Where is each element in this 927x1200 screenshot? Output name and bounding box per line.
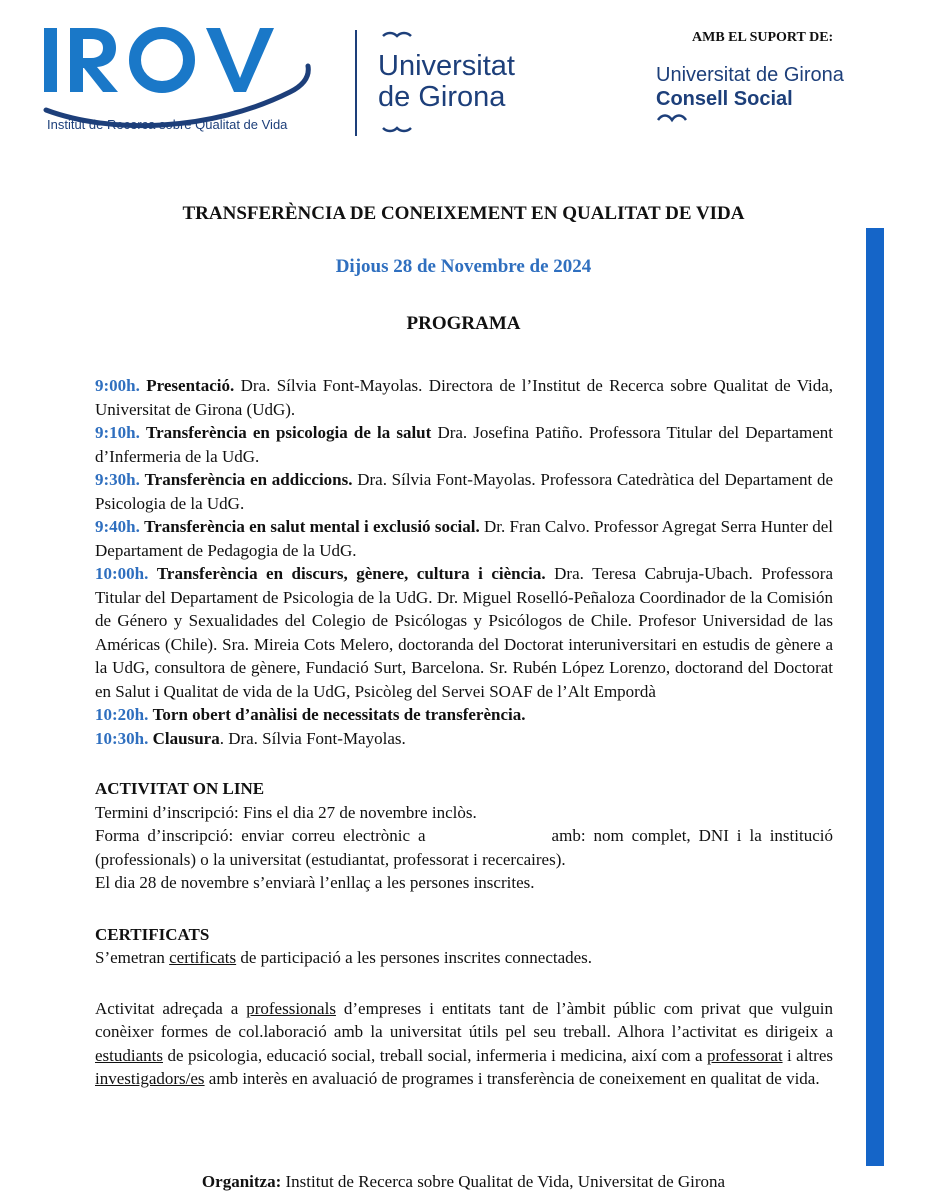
program-text: . Dra. Sílvia Font-Mayolas. (219, 728, 406, 748)
header (0, 0, 927, 150)
irqv-logo-i (44, 28, 57, 92)
program-time: 9:00h. (95, 376, 140, 395)
support-label: AMB EL SUPORT DE: (692, 30, 834, 45)
certificates-section (95, 923, 833, 970)
organizer-footer (0, 1172, 927, 1192)
registration-method (95, 824, 833, 871)
program-heading: PROGRAMA (406, 313, 521, 334)
students-link[interactable]: estudiants (95, 1045, 163, 1065)
consell-social-crest-icon (656, 112, 716, 130)
registration-deadline: Termini d’inscripció: Fins el dia 27 de novembre inclòs. (95, 802, 477, 822)
program-item (95, 727, 833, 751)
decorative-side-bar (866, 228, 884, 1166)
consell-social-line2: Consell Social (656, 88, 793, 110)
certificates-heading: CERTIFICATS (95, 924, 210, 944)
program-time: 10:00h. (95, 564, 149, 583)
program-item (95, 562, 833, 703)
audience-text-2: d’empreses i entitats tant de l’àmbit públic com privat que vulguin conèixer formes de col.laboració amb la universitat útils pel seu treball. Alhora l’activitat es dirigeix a (95, 998, 834, 1041)
page-title: TRANSFERÈNCIA DE CONEIXEMENT EN QUALITAT DE VIDA (182, 203, 745, 224)
professionals-link[interactable]: professionals (246, 998, 336, 1018)
program-text: Dra. Josefina Patiño. Professora Titular del Departament d’Infermeria de la UdG. (95, 423, 833, 466)
audience-text (95, 997, 833, 1091)
program-time: 9:30h. (95, 470, 140, 489)
irqv-logo-v (206, 28, 274, 92)
organizer-label: Organitza: (201, 1172, 282, 1191)
organizer-text: Institut de Recerca sobre Qualitat de Vida, Universitat de Girona (281, 1172, 726, 1191)
program-time: 9:10h. (95, 423, 140, 442)
audience-section (95, 997, 833, 1091)
program-list (95, 374, 833, 750)
header-divider (355, 30, 357, 136)
program-time: 10:20h. (95, 705, 149, 724)
program-title: Presentació. (146, 376, 235, 395)
certificates-text (95, 946, 833, 970)
researchers-link[interactable]: investigadors/es (95, 1069, 205, 1088)
audience-text-3: de psicologia, educació social, treball social, infermeria i medicina, així com a (163, 1045, 708, 1065)
consell-social-line1: Universitat de Girona (656, 64, 844, 86)
irqv-subtitle: Institut de Recerca sobre Qualitat de Vida (47, 117, 288, 132)
link-note: El dia 28 de novembre s’enviarà l’enllaç a les persones inscrites. (95, 873, 535, 892)
program-item (95, 703, 833, 727)
program-title: Transferència en discurs, gènere, cultura i ciència. (156, 564, 546, 583)
audience-text-4: i altres (782, 1045, 833, 1065)
program-title: Transferència en addiccions. (144, 470, 353, 489)
irqv-logo-r (70, 28, 118, 92)
program-item (95, 515, 833, 562)
program-text: Dra. Sílvia Font-Mayolas. Professora Catedràtica del Departament de Psicologia de la UdG. (95, 470, 834, 513)
registration-method-part1: Forma d’inscripció: enviar correu electrònic a (95, 826, 426, 845)
document-body (95, 374, 833, 1091)
program-title: Clausura (152, 728, 220, 748)
program-text: Dr. Fran Calvo. Professor Agregat Serra Hunter del Departament de Pedagogia de la UdG. (95, 517, 834, 560)
program-title: Torn obert d’anàlisi de necessitats de transferència. (152, 705, 526, 724)
program-item (95, 421, 833, 468)
audience-text-1: Activitat adreçada a (95, 998, 247, 1018)
audience-text-5: amb interès en avaluació de programes i transferència de coneixement en qualitat de vida. (204, 1069, 820, 1088)
program-title: Transferència en psicologia de la salut (146, 423, 432, 442)
program-title: Transferència en salut mental i exclusió social. (144, 517, 480, 536)
udg-name-line2: de Girona (378, 81, 506, 113)
certificates-link[interactable]: certificats (169, 948, 237, 967)
program-time: 10:30h. (95, 728, 149, 748)
irqv-logo-q (135, 33, 189, 87)
program-time: 9:40h. (95, 517, 140, 536)
registration-method-part2: amb: nom complet, DNI i la institució (professionals) o la universitat (estudiantat, professorat i recercaires). (95, 826, 833, 869)
certificates-text-post: de participació a les persones inscrites connectades. (236, 948, 593, 967)
certificates-text-pre: S’emetran (95, 948, 170, 967)
udg-name-line1: Universitat (378, 50, 515, 82)
event-date: Dijous 28 de Novembre de 2024 (335, 256, 592, 277)
program-item (95, 374, 833, 421)
program-text: Dra. Sílvia Font-Mayolas. Directora de l’Institut de Recerca sobre Qualitat de Vida, Universitat de Girona (UdG). (95, 376, 834, 419)
program-item (95, 468, 833, 515)
online-section (95, 777, 833, 895)
faculty-link[interactable]: professorat (707, 1045, 783, 1065)
program-text: Dra. Teresa Cabruja-Ubach. Professora Titular del Departament de Psicologia de la UdG. Dr. Miguel Roselló-Peñaloza Coordinador de la Comisión de Género y Sexualidades del Colegio de Psicólogas y Psicólogos de Chile. Profesor Universidad de las Américas (Chile). Sra. Mireia Cots Melero, doctoranda del Doctorat interuniversitari en estudis de gènere a la UdG, consultora de gènere, Fundació Surt, Barcelona. Sr. Rubén López Lorenzo, doctorand del Doctorat en Salut i Qualitat de vida de la UdG, Psicòleg del Servei SOAF de l’Alt Empordà (95, 564, 833, 701)
online-heading: ACTIVITAT ON LINE (95, 779, 265, 798)
